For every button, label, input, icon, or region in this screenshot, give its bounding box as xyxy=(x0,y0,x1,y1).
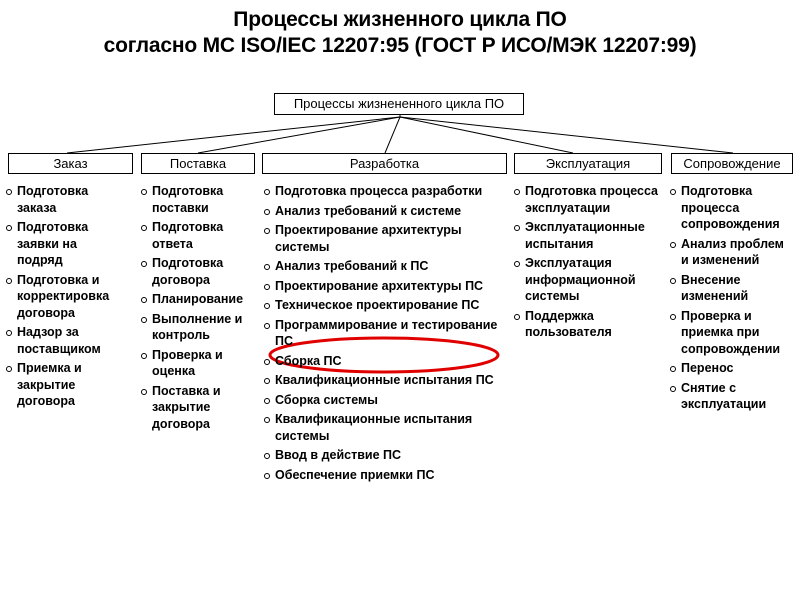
page-subtitle: согласно МС ISO/IEC 12207:95 (ГОСТ Р ИСО/МЭК 12207:99) xyxy=(103,34,697,57)
list-item xyxy=(264,372,504,389)
list-item xyxy=(141,255,256,288)
bullet-icon xyxy=(141,189,147,195)
column-ekspluataciya xyxy=(514,183,662,344)
list-item xyxy=(6,219,126,269)
bullet-icon xyxy=(670,278,676,284)
connector-ekspluataciya xyxy=(400,117,573,153)
bullet-icon xyxy=(264,303,270,309)
list-item xyxy=(514,255,662,305)
list-item xyxy=(670,308,795,358)
bullet-icon xyxy=(264,359,270,365)
bullet-icon xyxy=(514,225,520,231)
bullet-icon xyxy=(264,417,270,423)
list-item xyxy=(6,324,126,357)
column-zakaz xyxy=(6,183,126,413)
list-item xyxy=(670,380,795,413)
list-item xyxy=(6,272,126,322)
list-item-label: Поставка и закрытие договора xyxy=(152,383,221,431)
bullet-icon xyxy=(670,366,676,372)
list-item xyxy=(264,183,504,200)
bullet-icon xyxy=(670,189,676,195)
list-item-label: Подготовка заказа xyxy=(17,184,89,215)
bullet-icon xyxy=(6,366,12,372)
bullet-icon xyxy=(264,209,270,215)
column-header-soprovozhdenie: Сопровождение xyxy=(671,153,793,174)
list-item xyxy=(670,236,795,269)
list-item-label: Подготовка ответа xyxy=(152,220,224,251)
bullet-icon xyxy=(264,264,270,270)
root-process-box: Процессы жизнененного цикла ПО xyxy=(274,93,524,115)
connector-postavka xyxy=(198,117,400,153)
list-item xyxy=(141,311,256,344)
list-item-label: Техническое проектирование ПС xyxy=(275,298,480,312)
list-item-label: Эксплуатация информационной системы xyxy=(525,256,636,303)
list-item xyxy=(264,222,504,255)
bullet-icon xyxy=(141,317,147,323)
connector-soprovozhdenie xyxy=(400,117,733,153)
bullet-icon xyxy=(264,473,270,479)
list-item xyxy=(264,278,504,295)
column-header-ekspluataciya: Эксплуатация xyxy=(514,153,662,174)
list-item xyxy=(141,219,256,252)
list-item-label: Программирование и тестирование ПС xyxy=(275,317,498,348)
list-item-label: Квалификационные испытания ПС xyxy=(275,373,494,387)
bullet-icon xyxy=(670,314,676,320)
list-item-label: Планирование xyxy=(152,292,244,306)
bullet-icon xyxy=(264,284,270,290)
bullet-icon xyxy=(264,323,270,329)
list-item xyxy=(264,297,504,314)
column-header-postavka: Поставка xyxy=(141,153,255,174)
bullet-icon xyxy=(141,389,147,395)
list-item-label: Проверка и приемка при сопровождении xyxy=(681,308,781,356)
list-item xyxy=(264,447,504,464)
bullet-icon xyxy=(264,228,270,234)
list-item xyxy=(670,360,795,377)
list-item-label: Анализ требований к системе xyxy=(275,203,462,218)
bullet-icon xyxy=(6,189,12,195)
list-item-label: Анализ проблем и изменений xyxy=(681,236,784,267)
page-title: Процессы жизненного цикла ПО xyxy=(233,8,567,31)
list-item-label: Перенос xyxy=(681,361,734,375)
list-item xyxy=(514,219,662,252)
list-item xyxy=(6,360,126,410)
list-item xyxy=(264,203,504,220)
bullet-icon xyxy=(6,330,12,336)
bullet-icon xyxy=(141,353,147,359)
list-item xyxy=(264,392,504,409)
list-item-label: Подготовка заявки на подряд xyxy=(17,220,89,267)
list-item-label: Подготовка и корректировка договора xyxy=(17,272,110,320)
list-item-label: Подготовка процесса разработки xyxy=(275,184,483,198)
list-item-label: Сборка системы xyxy=(275,392,378,407)
bullet-icon xyxy=(514,314,520,320)
column-soprovozhdenie xyxy=(670,183,795,416)
list-item xyxy=(514,183,662,216)
list-item xyxy=(264,411,504,444)
list-item-label: Сборка ПС xyxy=(275,353,342,368)
bullet-icon xyxy=(670,386,676,392)
list-item-label: Подготовка процесса эксплуатации xyxy=(525,184,659,215)
list-item-label: Подготовка договора xyxy=(152,256,224,287)
list-item xyxy=(6,183,126,216)
bullet-icon xyxy=(264,378,270,384)
bullet-icon xyxy=(264,453,270,459)
list-item xyxy=(264,353,504,370)
column-header-zakaz: Заказ xyxy=(8,153,133,174)
column-header-razrabotka: Разработка xyxy=(262,153,507,174)
list-item-label: Анализ требований к ПС xyxy=(275,259,429,273)
list-item xyxy=(264,317,504,350)
bullet-icon xyxy=(141,297,147,303)
list-item-label: Снятие с эксплуатации xyxy=(681,380,767,411)
list-item xyxy=(264,258,504,275)
list-item xyxy=(141,291,256,308)
bullet-icon xyxy=(6,278,12,284)
bullet-icon xyxy=(264,398,270,404)
list-item xyxy=(141,183,256,216)
list-item-label: Подготовка поставки xyxy=(152,184,224,215)
list-item xyxy=(141,383,256,433)
connector-zakaz xyxy=(67,117,400,153)
bullet-icon xyxy=(141,261,147,267)
list-item xyxy=(670,272,795,305)
bullet-icon xyxy=(6,225,12,231)
list-item-label: Надзор за поставщиком xyxy=(17,325,101,356)
column-postavka xyxy=(141,183,256,435)
list-item-label: Эксплуатационные испытания xyxy=(525,220,645,251)
bullet-icon xyxy=(264,189,270,195)
list-item xyxy=(141,347,256,380)
list-item-label: Приемка и закрытие договора xyxy=(17,361,82,408)
connector-razrabotka xyxy=(385,117,400,153)
list-item-label: Внесение изменений xyxy=(681,272,749,303)
list-item-label: Ввод в действие ПС xyxy=(275,448,402,462)
list-item-label: Проектирование архитектуры системы xyxy=(275,223,462,254)
bullet-icon xyxy=(141,225,147,231)
list-item-label: Проектирование архитектуры ПС xyxy=(275,278,484,293)
list-item xyxy=(264,467,504,484)
list-item-label: Обеспечение приемки ПС xyxy=(275,467,435,482)
list-item xyxy=(670,183,795,233)
bullet-icon xyxy=(670,242,676,248)
bullet-icon xyxy=(514,189,520,195)
column-razrabotka xyxy=(264,183,504,486)
list-item-label: Выполнение и контроль xyxy=(152,311,243,342)
bullet-icon xyxy=(514,261,520,267)
list-item-label: Поддержка пользователя xyxy=(525,308,612,339)
list-item-label: Проверка и оценка xyxy=(152,347,223,378)
list-item xyxy=(514,308,662,341)
list-item-label: Квалификационные испытания системы xyxy=(275,412,473,443)
list-item-label: Подготовка процесса сопровождения xyxy=(681,184,780,231)
